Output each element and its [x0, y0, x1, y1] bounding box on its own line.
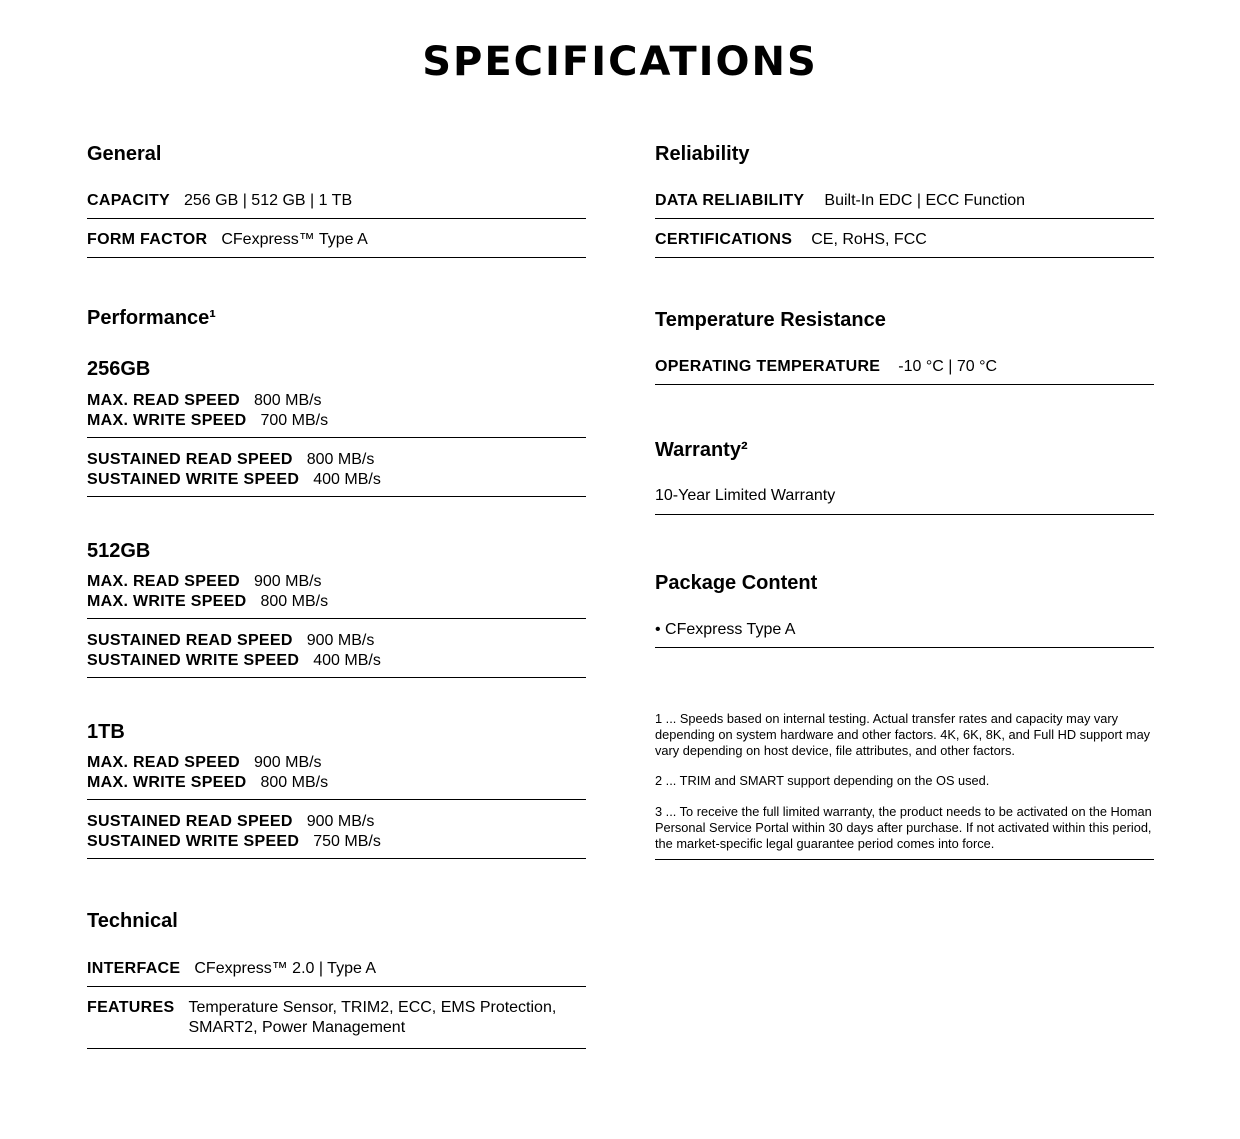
- max-write-value: 700 MB/s: [260, 411, 329, 429]
- operating-temperature-value: -10 °C | 70 °C: [898, 358, 998, 375]
- form-factor-label: FORM FACTOR: [87, 231, 208, 248]
- max-write-label: MAX. WRITE SPEED: [87, 773, 247, 791]
- model-512gb-sustained-row: [87, 631, 586, 678]
- data-reliability-row: [655, 191, 1154, 219]
- sustained-write-value: 400 MB/s: [313, 470, 381, 488]
- sustained-write-label: SUSTAINED WRITE SPEED: [87, 651, 300, 669]
- sustained-write-label: SUSTAINED WRITE SPEED: [87, 470, 300, 488]
- features-row: [87, 998, 586, 1049]
- general-heading: General: [87, 143, 162, 165]
- capacity-row: [87, 191, 586, 219]
- max-write-label: MAX. WRITE SPEED: [87, 411, 247, 429]
- model-1tb-sustained-row: [87, 812, 586, 859]
- package-item: • CFexpress Type A: [655, 621, 796, 638]
- warranty-heading: Warranty²: [655, 439, 748, 461]
- max-write-value: 800 MB/s: [260, 773, 329, 791]
- features-label: FEATURES: [87, 999, 175, 1016]
- features-value: Temperature Sensor, TRIM2, ECC, EMS Protection, SMART2, Power Management: [188, 999, 557, 1036]
- reliability-heading: Reliability: [655, 143, 750, 165]
- model-256gb-title: 256GB: [87, 358, 151, 380]
- footnote-3: 3 ... To receive the full limited warranty, the product needs to be activated on the Homan Personal Service Portal within 30 days after purchase. If not activated within this period, the market-specific legal guarantee period comes into force.: [655, 804, 1152, 851]
- technical-heading: Technical: [87, 910, 178, 932]
- interface-label: INTERFACE: [87, 960, 181, 977]
- model-1tb-max-row: [87, 753, 586, 800]
- data-reliability-value: Built-In EDC | ECC Function: [824, 192, 1026, 209]
- certifications-label: CERTIFICATIONS: [655, 231, 793, 248]
- max-read-label: MAX. READ SPEED: [87, 754, 240, 771]
- temperature-heading: Temperature Resistance: [655, 309, 886, 331]
- page-title: SPECIFICATIONS: [422, 39, 818, 85]
- model-256gb-max-row: [87, 391, 586, 438]
- warranty-text: 10-Year Limited Warranty: [655, 487, 836, 504]
- max-read-value: 900 MB/s: [253, 754, 322, 771]
- sustained-write-value: 400 MB/s: [313, 651, 381, 669]
- model-512gb-title: 512GB: [87, 540, 151, 562]
- sustained-read-value: 800 MB/s: [306, 451, 375, 468]
- max-write-value: 800 MB/s: [260, 592, 329, 610]
- footnotes: [655, 711, 1154, 860]
- sustained-write-label: SUSTAINED WRITE SPEED: [87, 832, 300, 850]
- package-heading: Package Content: [655, 572, 818, 594]
- model-1tb-title: 1TB: [87, 721, 125, 743]
- data-reliability-label: DATA RELIABILITY: [655, 192, 805, 209]
- certifications-row: [655, 230, 1154, 258]
- sustained-write-value: 750 MB/s: [313, 832, 381, 850]
- interface-value: CFexpress™ 2.0 | Type A: [194, 960, 377, 977]
- form-factor-value: CFexpress™ Type A: [221, 231, 368, 248]
- performance-heading: Performance¹: [87, 307, 216, 329]
- capacity-value: 256 GB | 512 GB | 1 TB: [184, 192, 353, 209]
- max-read-value: 800 MB/s: [253, 392, 322, 409]
- operating-temperature-label: OPERATING TEMPERATURE: [655, 358, 881, 375]
- operating-temperature-row: [655, 357, 1154, 385]
- package-row: [655, 620, 1154, 648]
- model-256gb-sustained-row: [87, 450, 586, 497]
- form-factor-row: [87, 230, 586, 258]
- max-read-label: MAX. READ SPEED: [87, 573, 240, 590]
- max-read-label: MAX. READ SPEED: [87, 392, 240, 409]
- sustained-read-value: 900 MB/s: [306, 632, 375, 649]
- max-read-value: 900 MB/s: [253, 573, 322, 590]
- sustained-read-label: SUSTAINED READ SPEED: [87, 632, 293, 649]
- sustained-read-label: SUSTAINED READ SPEED: [87, 451, 293, 468]
- certifications-value: CE, RoHS, FCC: [811, 231, 927, 248]
- interface-row: [87, 959, 586, 987]
- sustained-read-label: SUSTAINED READ SPEED: [87, 813, 293, 830]
- max-write-label: MAX. WRITE SPEED: [87, 592, 247, 610]
- capacity-label: CAPACITY: [87, 192, 170, 209]
- footnote-1: 1 ... Speeds based on internal testing. Actual transfer rates and capacity may vary depending on system hardware and other factors. 4K, 6K, 8K, and Full HD support may vary depending on host device, file attributes, and other factors.: [655, 711, 1151, 758]
- footnote-2: 2 ... TRIM and SMART support depending on the OS used.: [655, 773, 990, 789]
- model-512gb-max-row: [87, 572, 586, 619]
- sustained-read-value: 900 MB/s: [306, 813, 375, 830]
- warranty-row: [655, 486, 1154, 515]
